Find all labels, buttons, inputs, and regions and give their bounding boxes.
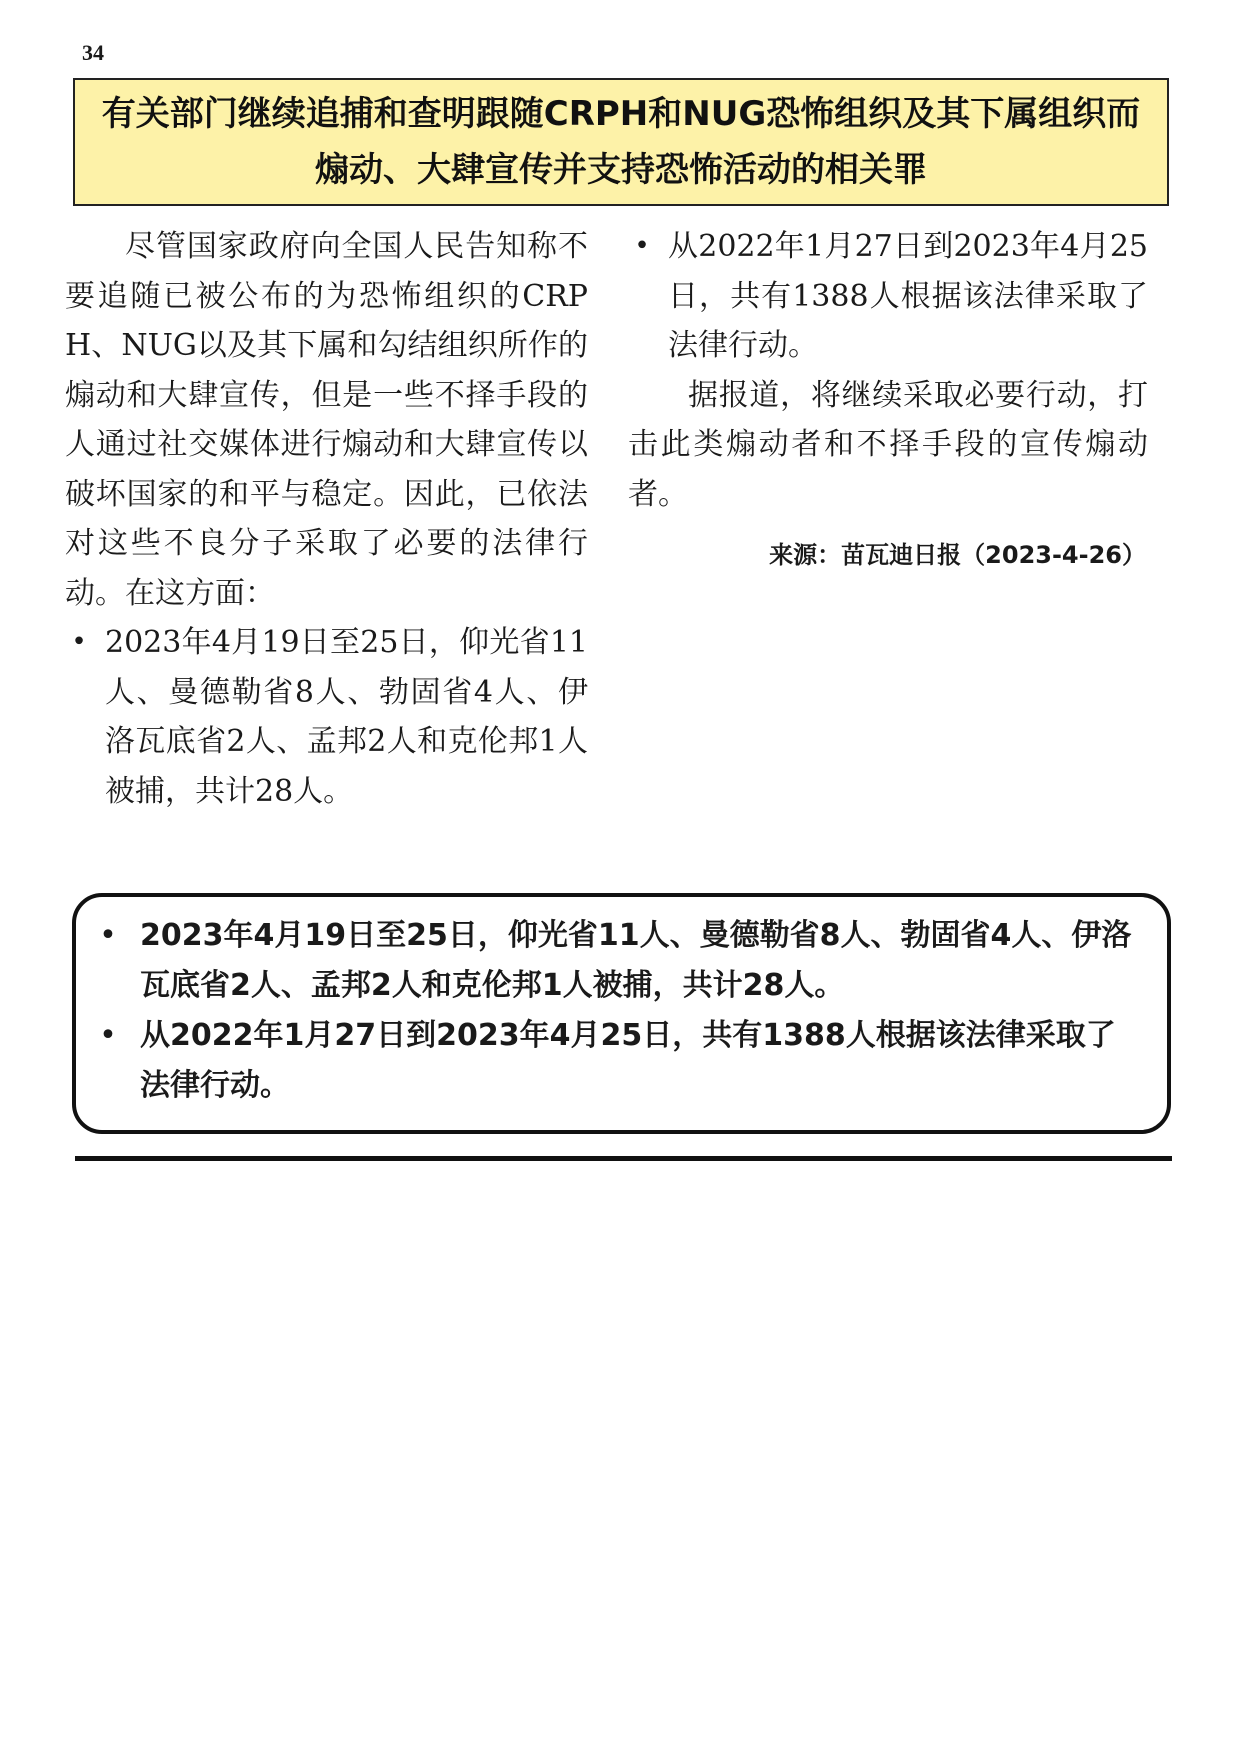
list-item	[628, 222, 1148, 371]
right-column	[628, 222, 1148, 570]
intro-paragraph: 尽管国家政府向全国人民告知称不要追随已被公布的为恐怖组织的CRPH、NUG以及其下属和勾结组织所作的煽动和大肆宣传，但是一些不择手段的人通过社交媒体进行煽动和大肆宣传以破坏国家的和平与稳定。因此，已依法对这些不良分子采取了必要的法律行动。在这方面：	[65, 229, 588, 611]
source-citation: 来源：苗瓦迪日报（2023-4-26）	[769, 541, 1146, 569]
list-item-text: 从2022年1月27日到2023年4月25日，共有1388人根据该法律采取了法律行动。	[668, 229, 1148, 363]
bullet-icon: •	[99, 918, 117, 953]
bullet-icon: •	[634, 231, 650, 261]
bullet-icon: •	[99, 1018, 117, 1053]
summary-item	[94, 1011, 1145, 1111]
article-title-line-1: 有关部门继续追捕和查明跟随CRPH和NUG恐怖组织及其下属组织而	[101, 94, 1141, 134]
list-item	[65, 618, 588, 816]
closing-paragraph: 据报道，将继续采取必要行动，打击此类煽动者和不择手段的宣传煽动者。	[628, 377, 1148, 512]
article-title-line-2: 煽动、大肆宣传并支持恐怖活动的相关罪	[315, 150, 927, 190]
summary-item-text: 2023年4月19日至25日，仰光省11人、曼德勒省8人、勃固省4人、伊洛瓦底省2人、孟邦2人和克伦邦1人被捕，共计28人。	[140, 918, 1132, 1003]
article-title-box	[73, 78, 1169, 206]
bullet-icon: •	[71, 627, 87, 657]
page-number: 34	[82, 40, 104, 65]
left-column	[65, 222, 588, 816]
bottom-divider	[75, 1156, 1172, 1161]
summary-box	[72, 893, 1171, 1134]
list-item-text: 2023年4月19日至25日，仰光省11人、曼德勒省8人、勃固省4人、伊洛瓦底省2人、孟邦2人和克伦邦1人被捕，共计28人。	[105, 625, 588, 809]
summary-item	[94, 911, 1145, 1011]
summary-item-text: 从2022年1月27日到2023年4月25日，共有1388人根据该法律采取了法律行动。	[140, 1018, 1116, 1103]
